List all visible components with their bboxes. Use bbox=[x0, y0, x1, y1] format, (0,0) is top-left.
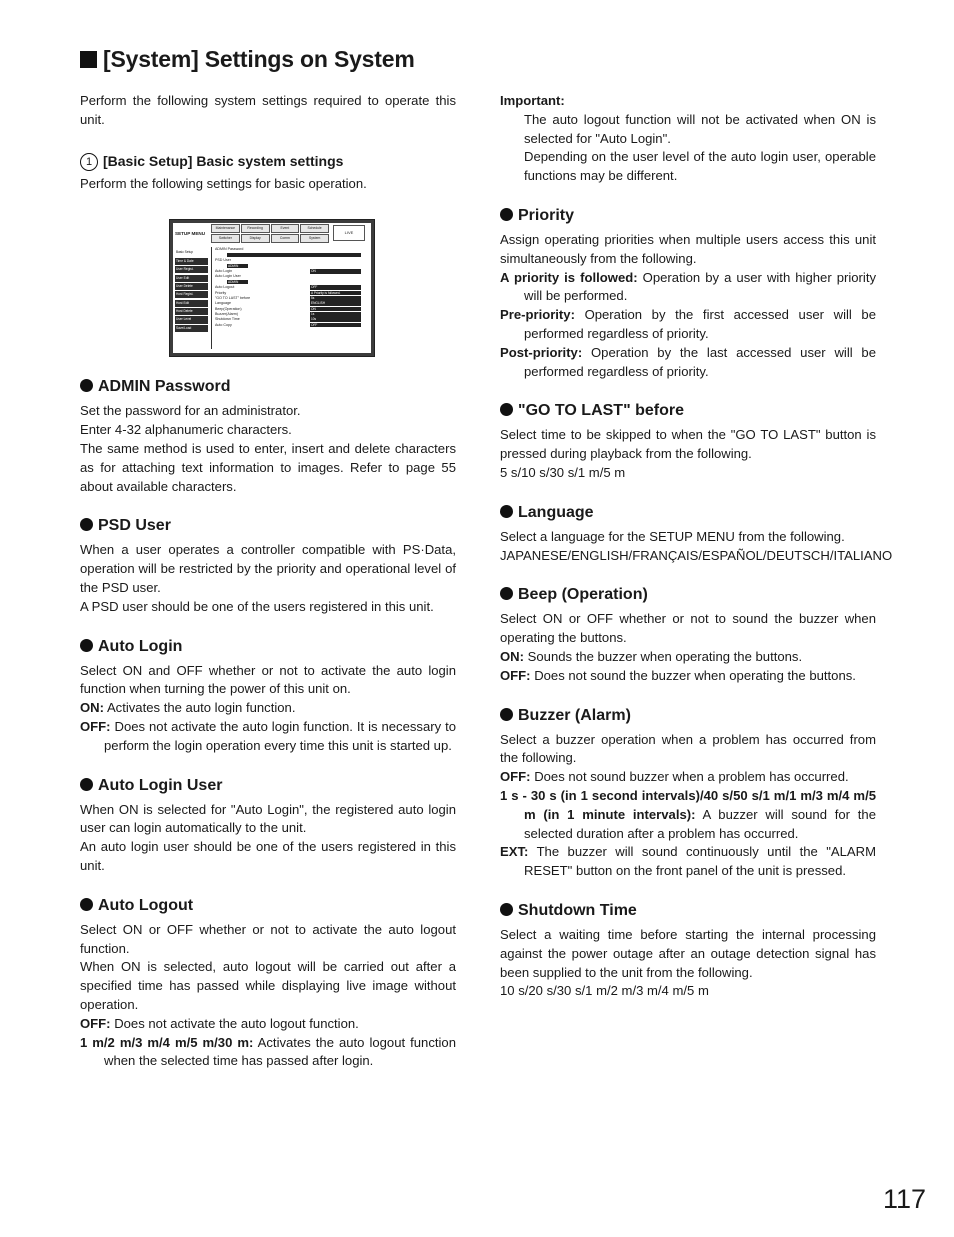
on-text: Sounds the buzzer when operating the buttons. bbox=[527, 648, 803, 664]
beep-heading bbox=[500, 585, 876, 605]
buzzer-p1: Select a buzzer operation when a problem has occurred from the following. bbox=[500, 731, 876, 766]
important-label: Important: bbox=[500, 93, 565, 108]
setup-menu-row-value: A Priority is followed. bbox=[310, 291, 361, 296]
beep-off bbox=[500, 667, 876, 686]
off-text: Does not activate the auto logout function. bbox=[114, 1015, 359, 1031]
on-text: Activates the auto login function. bbox=[106, 700, 296, 716]
go-to-last-p2: 5 s/10 s/30 s/1 m/5 m bbox=[500, 464, 626, 480]
square-bullet-icon bbox=[80, 51, 97, 68]
time-label: 1 m/2 m/3 m/4 m/5 m/30 m: bbox=[80, 1034, 254, 1050]
buzzer-range bbox=[500, 787, 876, 843]
buzzer-ext bbox=[500, 843, 876, 881]
sidebar-item-user-edit: User Edit bbox=[175, 275, 208, 282]
off-label: OFF: bbox=[80, 718, 111, 734]
setup-menu-row-label: Buzzer(Alarm) bbox=[215, 312, 238, 317]
priority-heading-text: Priority bbox=[518, 206, 575, 224]
setup-menu-sidebar bbox=[175, 249, 208, 333]
go-to-last-heading bbox=[500, 401, 876, 421]
setup-menu-row-value bbox=[227, 253, 361, 258]
on-label: ON: bbox=[500, 648, 525, 664]
sidebar-item-time-date: Time & Date bbox=[175, 258, 208, 265]
pre-priority-text: Operation by the first accessed user will be performed regardless of priority. bbox=[524, 307, 876, 341]
auto-logout-p1: Select ON or OFF whether or not to activate the auto logout function. bbox=[80, 921, 456, 956]
basic-setup-desc: Perform the following settings for basic operation. bbox=[80, 175, 367, 191]
tab-recording: Recording bbox=[241, 224, 270, 233]
setup-menu-row-label: Language bbox=[215, 301, 231, 306]
ext-text: The buzzer will sound continuously until the "ALARM RESET" button on the front panel of the unit is pressed. bbox=[524, 844, 876, 879]
setup-menu-row-label: ADMIN Password bbox=[215, 247, 244, 252]
post-priority-label: Post-priority: bbox=[500, 344, 583, 360]
beep-on bbox=[500, 648, 876, 667]
setup-menu-row bbox=[215, 323, 365, 328]
tab-comm: Comm bbox=[271, 234, 300, 243]
page-number: 117 bbox=[882, 1184, 926, 1214]
sidebar-item-host-delete: Host Delete bbox=[175, 308, 208, 315]
beep-p1: Select ON or OFF whether or not to sound the buzzer when operating the buttons. bbox=[500, 611, 876, 646]
auto-login-user-p1: When ON is selected for "Auto Login", the registered auto login user can login automatically to the unit. bbox=[80, 801, 456, 836]
admin-password-heading bbox=[80, 377, 456, 397]
setup-menu-row-value: ADMIN bbox=[227, 264, 248, 269]
setup-menu-row-value: 1s bbox=[310, 312, 361, 317]
admin-p1: Set the password for an administrator. bbox=[80, 403, 301, 419]
setup-menu-row-value: ON bbox=[310, 307, 361, 312]
sidebar-item-host-edit: Host Edit bbox=[175, 300, 208, 307]
bullet-icon bbox=[80, 898, 93, 911]
sidebar-item-user-delete: User Delete bbox=[175, 283, 208, 290]
shutdown-heading-text: Shutdown Time bbox=[518, 901, 637, 919]
beep-heading-text: Beep (Operation) bbox=[518, 586, 648, 604]
auto-logout-off bbox=[80, 1015, 456, 1034]
go-to-last-heading-text: "GO TO LAST" before bbox=[518, 402, 684, 420]
tab-event: Event bbox=[271, 224, 300, 233]
language-heading-text: Language bbox=[518, 503, 594, 521]
tab-system: System bbox=[300, 234, 329, 243]
language-p2: JAPANESE/ENGLISH/FRANÇAIS/ESPAÑOL/DEUTSCH/ITALIANO bbox=[500, 547, 893, 563]
setup-menu-row-label: PSD User bbox=[215, 258, 231, 263]
priority-p1: Assign operating priorities when multiple users access this unit simultaneously from the following. bbox=[500, 231, 876, 266]
priority-post bbox=[500, 344, 876, 382]
time-text: Activates the auto logout function when the selected time has passed after login. bbox=[104, 1034, 456, 1069]
bullet-icon bbox=[80, 639, 93, 652]
setup-menu-screenshot bbox=[169, 219, 375, 357]
auto-login-heading bbox=[80, 637, 456, 657]
setup-menu-row-label: Auto Copy bbox=[215, 322, 232, 327]
off-label: OFF: bbox=[500, 769, 531, 785]
psd-p1: When a user operates a controller compatible with PS·Data, operation will be restricted by the priority and operational level of the PSD user. bbox=[80, 542, 456, 595]
bullet-icon bbox=[80, 518, 93, 531]
sidebar-item-user-level: User Level bbox=[175, 316, 208, 323]
setup-menu-divider bbox=[211, 247, 212, 349]
shutdown-p1: Select a waiting time before starting the internal processing against the power outage after an outage detection signal has been supplied to the unit from the following. bbox=[500, 926, 876, 980]
off-label: OFF: bbox=[80, 1015, 111, 1031]
left-column bbox=[80, 92, 456, 1071]
important-p2: Depending on the user level of the auto login user, operable functions may be different. bbox=[524, 149, 876, 184]
priority-pre bbox=[500, 306, 876, 344]
tab-display: Display bbox=[241, 234, 270, 243]
buzzer-heading bbox=[500, 706, 876, 726]
setup-menu-title: SETUP MENU bbox=[175, 231, 206, 237]
setup-menu-row-label: Shutdown Time bbox=[215, 317, 240, 322]
bullet-icon bbox=[500, 505, 513, 518]
page-title-text: [System] Settings on System bbox=[103, 46, 415, 72]
bullet-icon bbox=[500, 403, 513, 416]
live-button: LIVE bbox=[333, 225, 365, 241]
off-text: Does not sound buzzer when a problem has occurred. bbox=[534, 769, 849, 785]
bullet-icon bbox=[80, 778, 93, 791]
tab-schedule: Schedule bbox=[300, 224, 329, 233]
setup-menu-row-label: Auto Logout bbox=[215, 285, 235, 290]
priority-a bbox=[500, 269, 876, 307]
shutdown-p2: 10 s/20 s/30 s/1 m/2 m/3 m/4 m/5 m bbox=[500, 983, 709, 999]
setup-menu-row-label: Auto Login bbox=[215, 268, 233, 273]
sidebar-item-basic-setup: Basic Setup bbox=[175, 249, 208, 256]
auto-login-p1: Select ON and OFF whether or not to activate the auto login function when turning the power of this unit on. bbox=[80, 662, 456, 697]
ext-label: EXT: bbox=[500, 844, 529, 860]
setup-menu-row-value: OFF bbox=[310, 285, 361, 290]
auto-login-heading-text: Auto Login bbox=[98, 637, 183, 655]
setup-menu-settings bbox=[215, 247, 365, 328]
bullet-icon bbox=[500, 903, 513, 916]
language-p1: Select a language for the SETUP MENU from the following. bbox=[500, 528, 845, 544]
setup-menu-row-value: ADMIN bbox=[227, 280, 248, 285]
off-label: OFF: bbox=[500, 667, 531, 683]
basic-setup-heading-text: [Basic Setup] Basic system settings bbox=[103, 152, 344, 169]
tab-maintenance: Maintenance bbox=[211, 224, 240, 233]
auto-logout-time bbox=[80, 1034, 456, 1072]
auto-login-off bbox=[80, 718, 456, 756]
sidebar-item-host-regist: Host Regist. bbox=[175, 291, 208, 298]
sidebar-item-save-load: Save/Load bbox=[175, 325, 208, 332]
admin-p2: Enter 4-32 alphanumeric characters. bbox=[80, 422, 292, 438]
auto-login-user-heading-text: Auto Login User bbox=[98, 776, 223, 794]
admin-p3: The same method is used to enter, insert and delete characters as for attaching text information to images. Refer to page 55 about available characters. bbox=[80, 440, 456, 494]
setup-menu-row-value: 5s bbox=[310, 296, 361, 301]
a-priority-label: A priority is followed: bbox=[500, 269, 638, 285]
admin-password-heading-text: ADMIN Password bbox=[98, 378, 231, 396]
setup-menu-row-value: ON bbox=[310, 269, 361, 274]
setup-menu-row-value: 10s bbox=[310, 317, 361, 322]
off-text: Does not activate the auto login function. It is necessary to perform the login operation every time this unit is started up. bbox=[104, 718, 457, 753]
bullet-icon bbox=[500, 208, 513, 221]
right-column bbox=[500, 92, 893, 1001]
setup-menu-row-value: ENGLISH bbox=[310, 301, 361, 306]
pre-priority-label: Pre-priority: bbox=[500, 307, 575, 323]
auto-logout-p2: When ON is selected, auto logout will be carried out after a specified time has passed while displaying live image without operation. bbox=[80, 959, 456, 1012]
buzzer-heading-text: Buzzer (Alarm) bbox=[518, 706, 631, 724]
tab-switcher: Switcher bbox=[211, 234, 240, 243]
shutdown-heading bbox=[500, 901, 876, 921]
go-to-last-p1: Select time to be skipped to when the "GO TO LAST" button is pressed during playback from the following. bbox=[500, 427, 876, 462]
basic-setup-heading bbox=[80, 152, 456, 171]
important-p1: The auto logout function will not be activated when ON is selected for "Auto Login". bbox=[524, 111, 876, 146]
bullet-icon bbox=[80, 379, 93, 392]
range-text: A buzzer will sound for the selected duration after a problem has occurred. bbox=[524, 806, 876, 841]
bullet-icon bbox=[500, 587, 513, 600]
on-label: ON: bbox=[80, 700, 105, 716]
intro-text: Perform the following system settings required to operate this unit. bbox=[80, 93, 456, 127]
a-priority-text: Operation by a user with higher priority will be performed. bbox=[524, 269, 877, 304]
circled-number-icon: 1 bbox=[80, 153, 98, 171]
setup-menu-row-value: OFF bbox=[310, 323, 361, 328]
setup-menu-tabs bbox=[211, 224, 329, 243]
auto-logout-heading bbox=[80, 896, 456, 916]
off-text: Does not sound the buzzer when operating the buttons. bbox=[534, 667, 856, 683]
page-title bbox=[80, 46, 415, 73]
buzzer-off bbox=[500, 768, 876, 787]
setup-menu-panel bbox=[173, 223, 371, 353]
sidebar-item-user-regist: User Regist. bbox=[175, 266, 208, 273]
priority-heading bbox=[500, 206, 876, 226]
setup-menu-row-label: "GO TO LAST" before bbox=[215, 295, 251, 300]
bullet-icon bbox=[500, 708, 513, 721]
auto-login-user-p2: An auto login user should be one of the users registered in this unit. bbox=[80, 839, 456, 873]
post-priority-text: Operation by the last accessed user will be performed regardless of priority. bbox=[524, 344, 876, 379]
setup-menu-row-label: Auto Login User bbox=[215, 274, 241, 279]
setup-menu-row-label: Beep(Operation) bbox=[215, 306, 242, 311]
psd-user-heading bbox=[80, 516, 456, 536]
language-heading bbox=[500, 503, 876, 523]
range-label: 1 s - 30 s (in 1 second intervals)/40 s/50 s/1 m/1 m/3 m/4 m/5 m (in 1 minute intervals): bbox=[500, 787, 876, 822]
psd-user-heading-text: PSD User bbox=[98, 517, 171, 535]
setup-menu-row-label: Priority bbox=[215, 290, 227, 295]
auto-logout-heading-text: Auto Logout bbox=[98, 896, 194, 914]
psd-p2: A PSD user should be one of the users registered in this unit. bbox=[80, 598, 434, 614]
auto-login-on bbox=[80, 699, 456, 718]
auto-login-user-heading bbox=[80, 776, 456, 796]
